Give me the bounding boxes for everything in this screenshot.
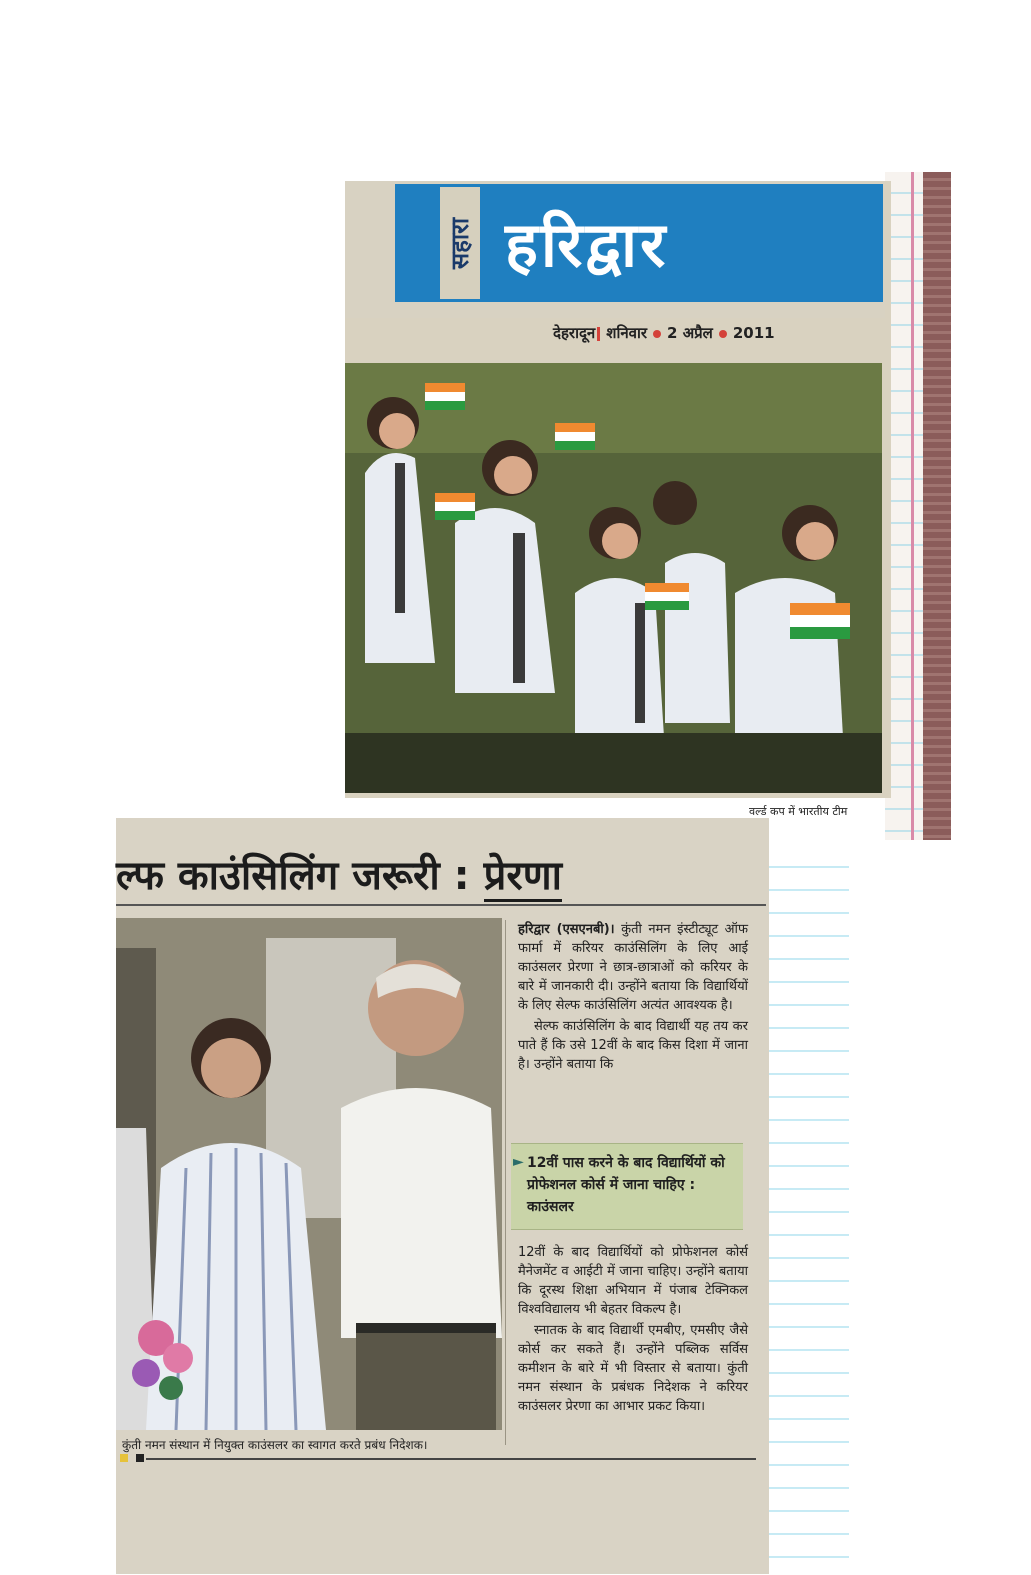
article-paragraph-4: स्नातक के बाद विद्यार्थी एमबीए, एमसीए जैसे कोर्स कर सकते हैं। उन्होंने पब्लिक सर्विस कमीशन के बारे में भी विस्तार से बताया। कुंती नमन संस्थान के प्रबंधक निदेशक ने करियर काउंसलर प्रेरणा का आभार प्रकट किया। bbox=[518, 1323, 748, 1414]
torn-paper-edge bbox=[923, 172, 951, 840]
edition-city-title: हरिद्वार bbox=[505, 208, 669, 281]
dateline-dot-icon bbox=[719, 330, 727, 338]
footer-color-mark bbox=[120, 1454, 128, 1462]
notebook-paper-strip-lower bbox=[769, 845, 849, 1575]
dateline-day: शनिवार bbox=[606, 324, 648, 342]
notebook-paper-strip bbox=[885, 172, 951, 840]
newspaper-clipping-top bbox=[345, 181, 891, 818]
article-paragraph-3: 12वीं के बाद विद्यार्थियों को प्रोफेशनल कोर्स मैनेजमेंट व आईटी में जाना चाहिए। उन्होंने बताया कि दूरस्थ शिक्षा अभियान में पंजाब टेक्निकल विश्वविद्यालय भी बेहतर विकल्प है। bbox=[518, 1245, 748, 1317]
pull-quote-box bbox=[511, 1143, 743, 1230]
headline-divider bbox=[116, 904, 766, 906]
column-divider bbox=[505, 920, 506, 1445]
dateline-date: 2 अप्रैल bbox=[667, 324, 713, 342]
students-with-flags-photo bbox=[345, 363, 882, 793]
headline-name: प्रेरणा bbox=[484, 853, 562, 902]
footer-rule bbox=[146, 1458, 756, 1460]
masthead bbox=[345, 181, 885, 342]
notebook-margin-line bbox=[911, 172, 914, 840]
counselor-photo-illustration bbox=[116, 918, 502, 1430]
dateline bbox=[553, 323, 775, 343]
article-paragraph bbox=[518, 920, 748, 1015]
photo-caption: कुंती नमन संस्थान में नियुक्त काउंसलर का स्वागत करते प्रबंध निदेशक। bbox=[122, 1438, 428, 1452]
dateline-year: 2011 bbox=[732, 324, 775, 342]
article-paragraph-2: सेल्फ काउंसिलिंग के बाद विद्यार्थी यह तय कर पाते हैं कि उसे 12वीं के बाद किस दिशा में जाना है। उन्होंने बताया कि bbox=[518, 1019, 748, 1072]
article-body-top bbox=[518, 920, 748, 1076]
article-paragraph-1: कुंती नमन इंस्टीट्यूट ऑफ फार्मा में करियर काउंसिलिंग के लिए आई काउंसलर प्रेरणा ने छात्र-छात्राओं को करियर के बारे में जानकारी दी। उन्होंने बताया कि विद्यार्थियों के लिए सेल्फ काउंसिलिंग अत्यंत आवश्यक है। bbox=[518, 922, 748, 1013]
newspaper-clipping-article bbox=[116, 818, 769, 1574]
headline-main: ल्फ काउंसिलिंग जरूरी : bbox=[116, 853, 470, 899]
arrow-right-icon: ► bbox=[513, 1154, 524, 1170]
article-body-bottom bbox=[518, 1243, 748, 1418]
students-photo-illustration bbox=[345, 363, 882, 793]
top-photo-caption: वर्ल्ड कप में भारतीय टीम bbox=[749, 805, 848, 818]
article-headline bbox=[116, 846, 736, 901]
counselor-welcome-photo bbox=[116, 918, 502, 1430]
brand-logo-text: सहारा bbox=[446, 217, 475, 269]
newspaper-brand bbox=[440, 187, 480, 299]
pull-quote-text: 12वीं पास करने के बाद विद्यार्थियों को प्रोफेशनल कोर्स में जाना चाहिए : काउंसलर bbox=[527, 1155, 725, 1215]
article-byline: हरिद्वार (एसएनबी)। bbox=[518, 922, 615, 937]
dateline-place: देहरादून bbox=[553, 324, 596, 342]
dateline-separator bbox=[597, 327, 600, 341]
footer-black-mark bbox=[136, 1454, 144, 1462]
dateline-dot-icon bbox=[653, 330, 661, 338]
